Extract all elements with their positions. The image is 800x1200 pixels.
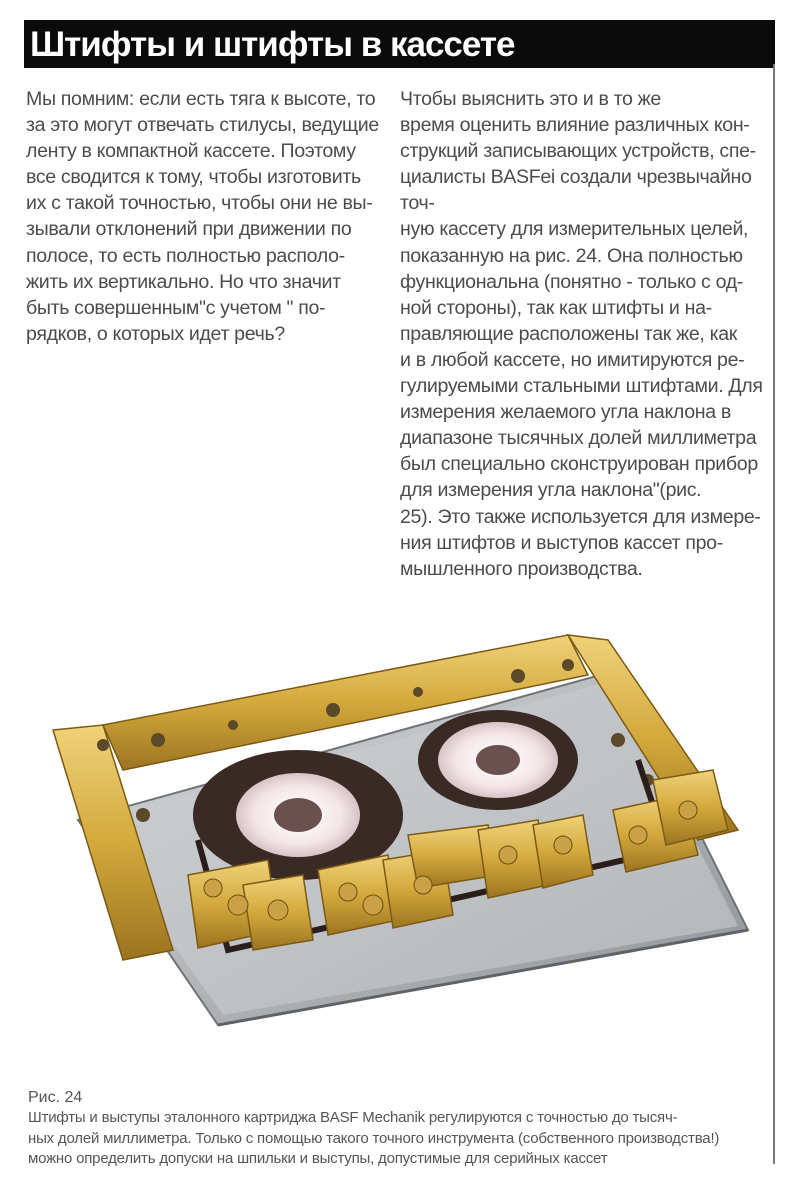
page-edge-rule bbox=[773, 64, 775, 1164]
cassette-photo bbox=[48, 630, 760, 1030]
figure-label: Рис. 24 bbox=[28, 1089, 83, 1106]
right-column-text: Чтобы выяснить это и в то же время оценить влияние различных кон- струкций записывающих устройств, спе- циалисты BASFei создали чрезвычайно точ- ную кассету для измерительных целей, показанную на рис. 24. Она полностью функциональна (понятно - только с од- ной стороны), так как штифты и на- правляющие расположены так же, как и в любой кассете, но имитируются ре- гулируемыми стальными штифтами. Для измерения желаемого угла наклона в диапазоне тысячных долей миллиметра был специально сконструирован прибор для измерения угла наклона"(рис. 25). Это также используется для измере- ния штифтов и выступов кассет про- мышленного производства. bbox=[400, 88, 763, 580]
reference-cassette-illustration bbox=[48, 630, 760, 1030]
figure-caption: Штифты и выступы эталонного картриджа BASF Mechanik регулируются с точностью до тысяч- ных долей миллиметра. Только с помощью такого точного инструмента (собственного производства!) можно определить допуски на шпильки и выступы, допустимые для серийных кассет bbox=[28, 1109, 720, 1167]
article-title: Штифты и штифты в кассете bbox=[30, 25, 515, 64]
left-column-text: Мы помним: если есть тяга к высоте, то за это могут отвечать стилусы, ведущие ленту в компактной кассете. Поэтому все сводится к тому, чтобы изготовить их с такой точностью, чтобы они не вы- зывали отклонений при движении по полосе, то есть полностью располо- жить их вертикально. Но что значит быть совершенным"с учетом " по- рядков, о которых идет речь? bbox=[26, 88, 379, 345]
title-bar bbox=[24, 20, 775, 68]
